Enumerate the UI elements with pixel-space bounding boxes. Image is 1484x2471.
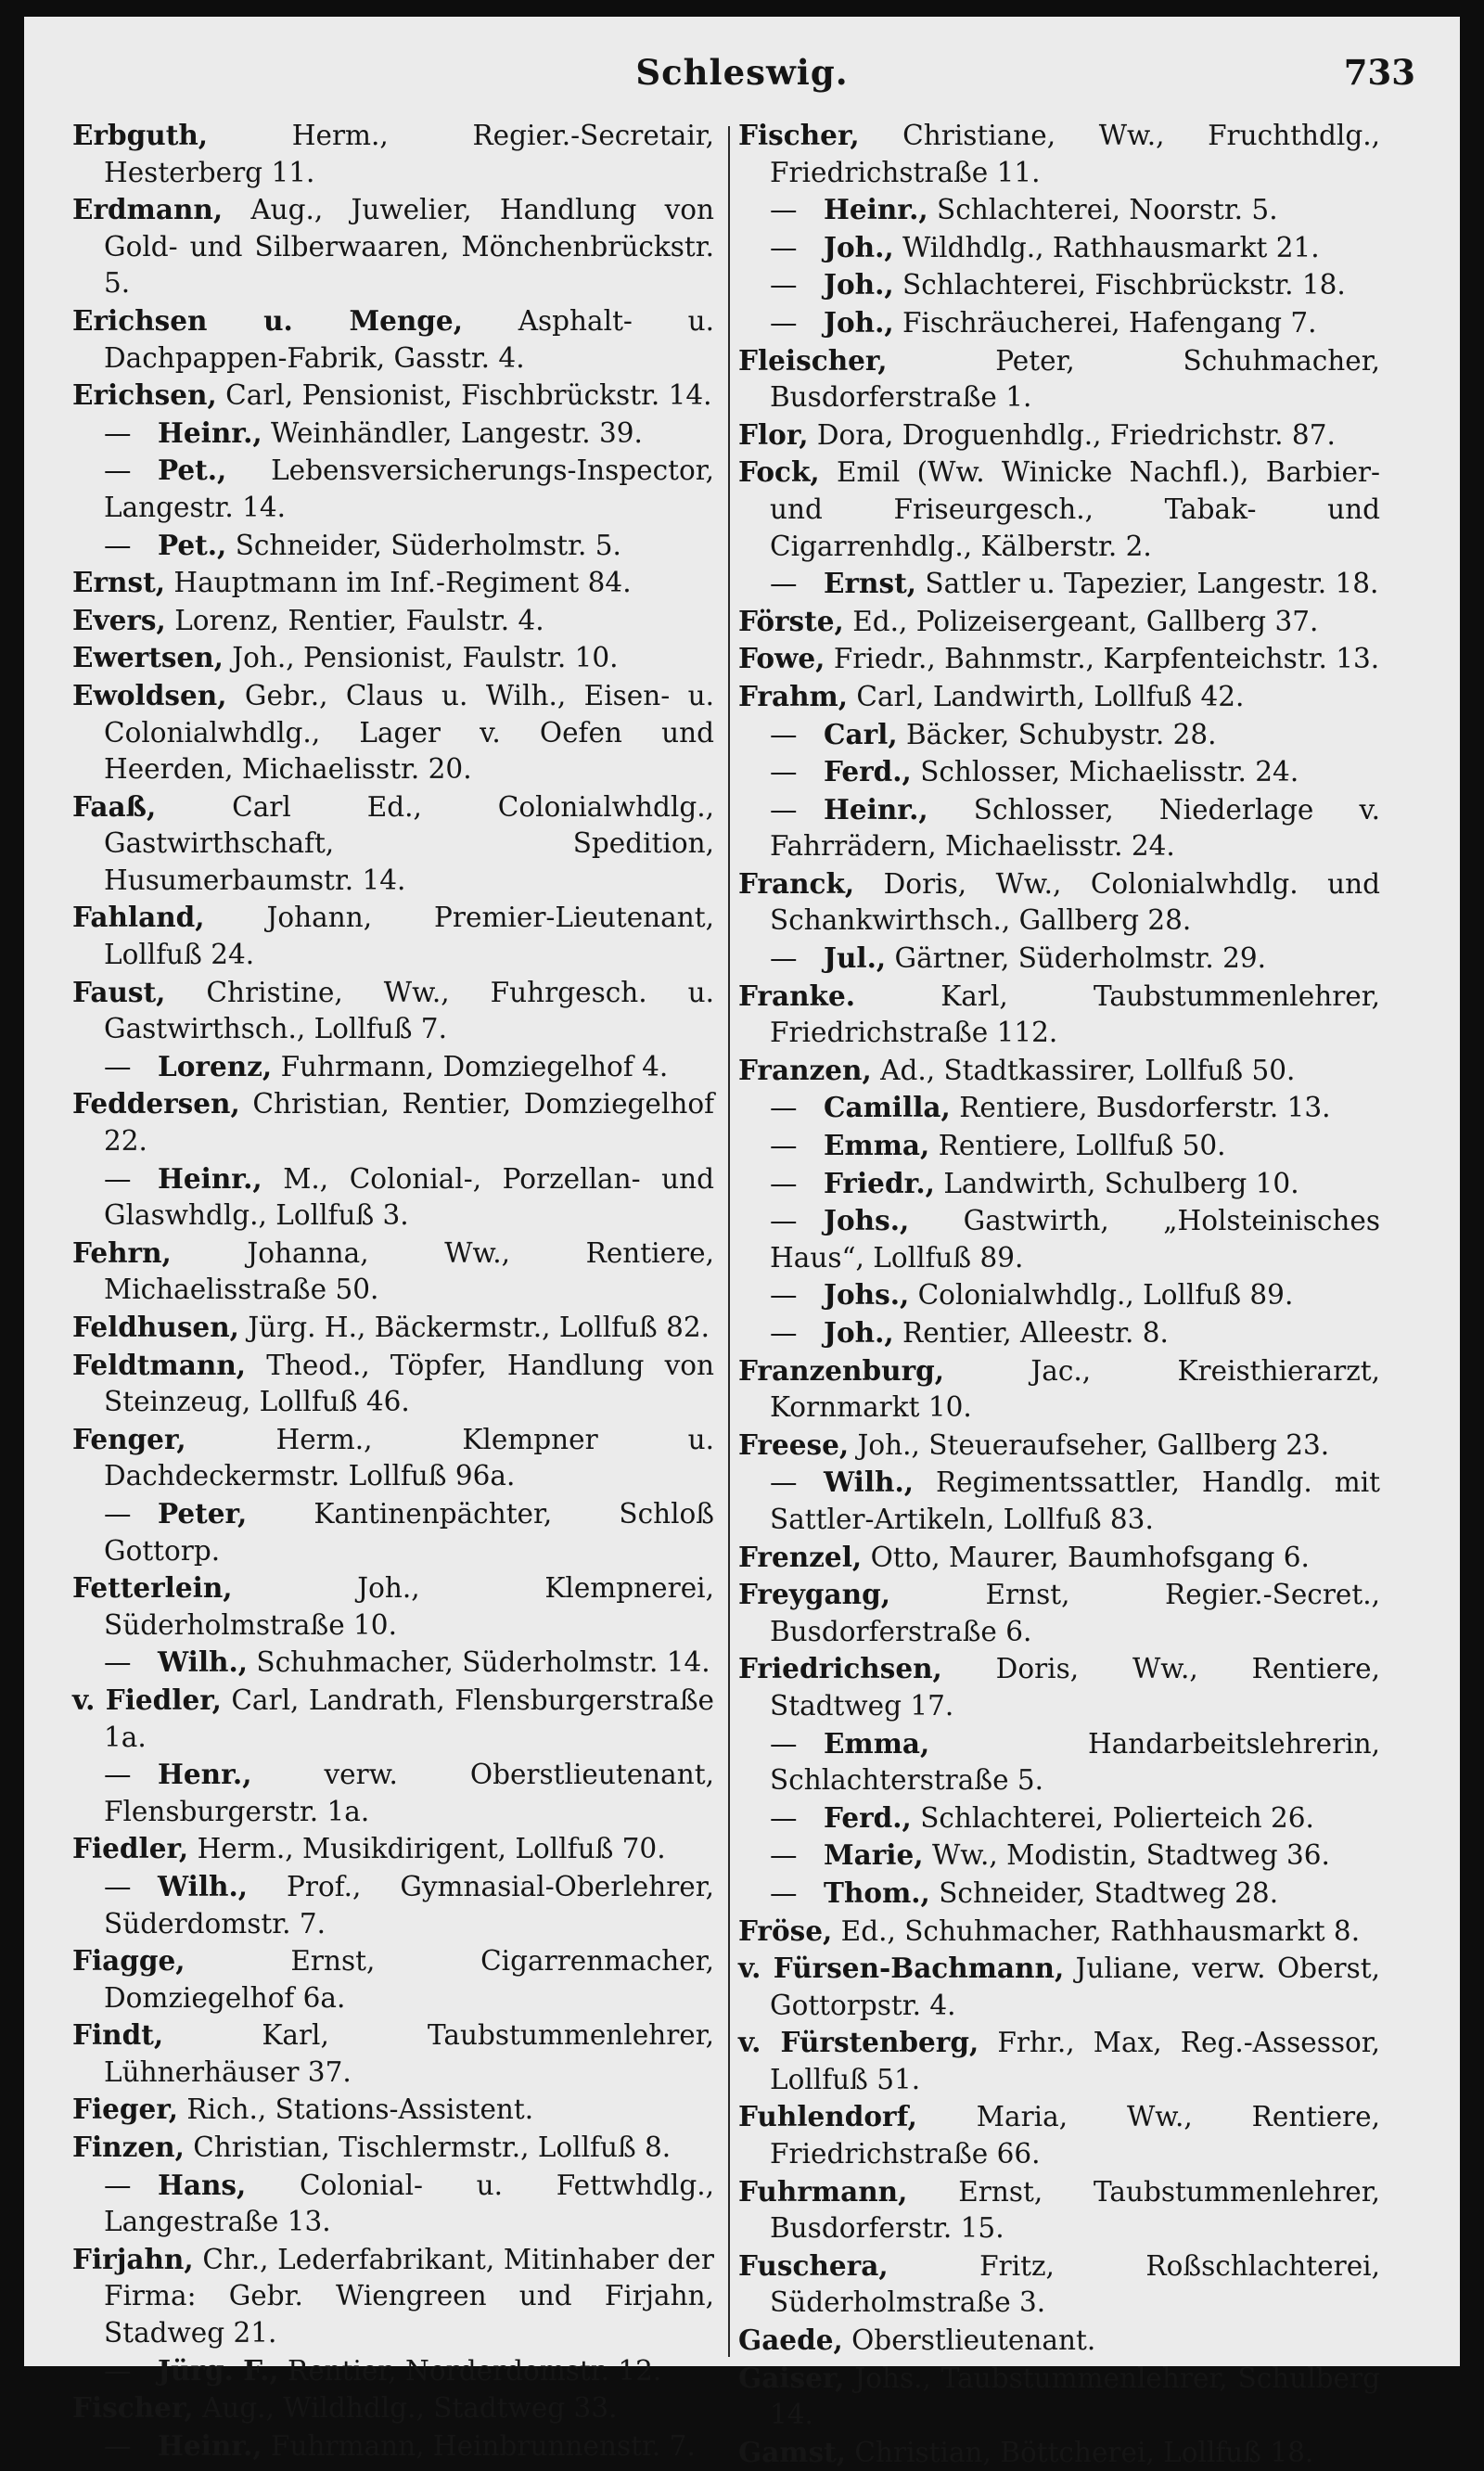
entry-name: Faaß, bbox=[72, 789, 157, 823]
ditto-dash: — bbox=[770, 269, 798, 301]
ditto-dash: — bbox=[770, 1279, 798, 1312]
entry-name: Carl, bbox=[824, 717, 898, 750]
directory-entry bbox=[72, 602, 714, 640]
ditto-dash: — bbox=[104, 1870, 132, 1902]
directory-entry bbox=[738, 1913, 1380, 1951]
ditto-dash: — bbox=[770, 1205, 798, 1237]
entry-details: Hauptmann im Inf.-Regiment 84. bbox=[164, 567, 632, 599]
directory-entry bbox=[72, 1569, 714, 1644]
entry-details: Joh., Klempnerei, Süderholmstraße 10. bbox=[104, 1572, 714, 1641]
directory-entry bbox=[72, 2427, 714, 2465]
entry-name: Ferd., bbox=[824, 755, 912, 788]
running-head bbox=[24, 52, 1460, 108]
directory-entry bbox=[72, 639, 714, 677]
directory-entry bbox=[72, 564, 714, 602]
entry-details: Karl, Taubstummenlehrer, Lühnerhäuser 37. bbox=[104, 2019, 714, 2088]
entry-details: Doris, Ww., Colonialwhdlg. und Schankwirthsch., Gallberg 28. bbox=[770, 867, 1380, 937]
entry-name: Evers, bbox=[72, 603, 166, 636]
entry-details: Chr., Lederfabrikant, Mitinhaber der Firma: Gebr. Wiengreen und Firjahn, Stadweg 21. bbox=[104, 2243, 714, 2349]
entry-details: Herm., Klempner u. Dachdeckermstr. Lollfuß 96a. bbox=[104, 1423, 714, 1492]
directory-entry bbox=[72, 2129, 714, 2167]
directory-entry bbox=[72, 1682, 714, 1756]
ditto-dash: — bbox=[104, 2429, 132, 2462]
entry-details: Fuhrmann, Heinbrunnenstr. 7. bbox=[262, 2429, 696, 2462]
entry-details: Doris, Ww., Rentiere, Stadtweg 17. bbox=[770, 1653, 1380, 1722]
directory-entry bbox=[72, 191, 714, 302]
entry-details: Herm., Musikdirigent, Lollfuß 70. bbox=[188, 1833, 666, 1865]
entry-name: Fock, bbox=[738, 455, 820, 489]
entry-name: Joh., bbox=[824, 305, 894, 339]
directory-entry bbox=[72, 1495, 714, 1569]
ditto-dash: — bbox=[770, 942, 798, 975]
entry-details: Sattler u. Tapezier, Langestr. 18. bbox=[915, 568, 1379, 600]
entry-name: Fischer, bbox=[72, 2391, 194, 2425]
column-divider bbox=[728, 126, 730, 2357]
entry-details: Schneider, Stadtweg 28. bbox=[929, 1876, 1279, 1909]
ditto-dash: — bbox=[770, 194, 798, 226]
entry-name: v. Fürsen-Bachmann, bbox=[738, 1952, 1065, 1985]
entry-details: Christiane, Ww., Fruchthdlg., Friedrichstraße 11. bbox=[770, 120, 1380, 188]
directory-entry bbox=[72, 1644, 714, 1682]
directory-entry bbox=[72, 677, 714, 788]
entry-details: Carl, Landrath, Flensburgerstraße 1a. bbox=[104, 1684, 714, 1753]
directory-entry bbox=[738, 716, 1380, 754]
directory-entry bbox=[738, 229, 1380, 267]
entry-details: Maria, Ww., Rentiere, Friedrichstraße 66. bbox=[770, 2101, 1380, 2170]
directory-entry bbox=[738, 416, 1380, 455]
entry-name: Faust, bbox=[72, 975, 166, 1008]
entry-details: Christian, Rentier, Domziegelhof 22. bbox=[104, 1088, 714, 1158]
directory-entry bbox=[738, 1875, 1380, 1913]
entry-name: Ewoldsen, bbox=[72, 678, 227, 711]
ditto-dash: — bbox=[104, 455, 132, 487]
entry-name: Franzenburg, bbox=[738, 1353, 945, 1387]
directory-entry bbox=[72, 2241, 714, 2352]
entry-name: Feldtmann, bbox=[72, 1348, 247, 1381]
ditto-dash: — bbox=[770, 1466, 798, 1499]
directory-entry bbox=[738, 2322, 1380, 2360]
entry-name: Fuhrmann, bbox=[738, 2174, 908, 2208]
entry-details: Ed., Schuhmacher, Rathhausmarkt 8. bbox=[832, 1914, 1361, 1947]
ditto-dash: — bbox=[770, 231, 798, 263]
entry-name: Fowe, bbox=[738, 642, 825, 675]
entry-details: Ernst, Cigarrenmacher, Domziegelhof 6a. bbox=[104, 1945, 714, 2014]
entry-name: Firjahn, bbox=[72, 2242, 194, 2275]
entry-details: Peter, Schuhmacher, Busdorferstraße 1. bbox=[770, 344, 1380, 414]
entry-name: Fuhlendorf, bbox=[738, 2100, 917, 2133]
entry-name: Gaede, bbox=[738, 2324, 843, 2357]
directory-entry bbox=[738, 342, 1380, 416]
entry-name: Emma, bbox=[824, 1129, 930, 1162]
ditto-dash: — bbox=[770, 1167, 798, 1199]
ditto-dash: — bbox=[104, 1497, 132, 1530]
entry-details: Schlachterei, Fischbrückstr. 18. bbox=[893, 269, 1346, 301]
entry-name: Ernst, bbox=[824, 567, 916, 600]
ditto-dash: — bbox=[770, 1317, 798, 1349]
directory-entry bbox=[72, 1868, 714, 1942]
entry-details: Joh., Pensionist, Faulstr. 10. bbox=[223, 642, 619, 674]
entry-details: Lorenz, Rentier, Faulstr. 4. bbox=[165, 604, 544, 636]
entry-name: Fleischer, bbox=[738, 343, 888, 377]
entry-name: Heinr., bbox=[824, 193, 928, 226]
entry-name: Gaiser, bbox=[738, 2361, 845, 2394]
entry-details: Rentier, Alleestr. 8. bbox=[893, 1317, 1169, 1349]
directory-entry bbox=[738, 1052, 1380, 1090]
directory-entry bbox=[738, 1837, 1380, 1875]
entry-details: Kantinenpächter, Schloß Gottorp. bbox=[104, 1497, 714, 1567]
entry-details: Schneider, Süderholmstr. 5. bbox=[226, 529, 621, 561]
directory-entry bbox=[72, 899, 714, 973]
entry-name: Wilh., bbox=[158, 1869, 249, 1902]
entry-details: Handarbeitslehrerin, Schlachterstraße 5. bbox=[770, 1727, 1380, 1797]
entry-name: v. Fiedler, bbox=[72, 1683, 222, 1716]
entry-name: Fehrn, bbox=[72, 1236, 172, 1269]
entry-details: verw. Oberstlieutenant, Flensburgerstr. 1a. bbox=[104, 1759, 714, 1827]
running-title: Schleswig. bbox=[635, 52, 849, 93]
entry-details: Colonial- u. Fettwhdlg., Langestraße 13. bbox=[104, 2169, 714, 2238]
entry-name: Freese, bbox=[738, 1428, 850, 1461]
entry-details: Oberstlieutenant. bbox=[842, 2324, 1096, 2357]
directory-entry bbox=[738, 2247, 1380, 2322]
entry-name: Wilh., bbox=[158, 1645, 249, 1679]
entry-name: Heinr., bbox=[158, 416, 262, 449]
ditto-dash: — bbox=[104, 2169, 132, 2201]
directory-entry bbox=[738, 1950, 1380, 2024]
entry-name: Joh., bbox=[824, 1316, 894, 1349]
entry-name: Peter, bbox=[158, 1496, 248, 1530]
entry-details: Aug., Wildhdlg., Stadtweg 33. bbox=[193, 2392, 618, 2425]
entry-details: Emil (Ww. Winicke Nachfl.), Barbier- und Friseurgesch., Tabak- und Cigarrenhdlg., Kälberstr. 2. bbox=[770, 456, 1380, 562]
entry-name: Erichsen, bbox=[72, 378, 217, 412]
ditto-dash: — bbox=[104, 1162, 132, 1195]
entry-details: Gastwirth, „Holsteinisches Haus“, Lollfuß 89. bbox=[770, 1205, 1380, 1274]
entry-name: Frenzel, bbox=[738, 1540, 863, 1573]
entry-name: Joh., bbox=[824, 230, 894, 263]
entry-name: Wilh., bbox=[824, 1466, 915, 1499]
entry-details: Ww., Modistin, Stadtweg 36. bbox=[923, 1839, 1330, 1872]
entry-details: Herm., Regier.-Secretair, Hesterberg 11. bbox=[104, 120, 714, 188]
entry-details: Fuhrmann, Domziegelhof 4. bbox=[272, 1050, 669, 1082]
entry-details: Gebr., Claus u. Wilh., Eisen- u. Colonialwhdlg., Lager v. Oefen und Heerden, Michaelisstr. 20. bbox=[104, 679, 714, 786]
directory-entry bbox=[738, 1314, 1380, 1352]
entry-name: Friedrichsen, bbox=[738, 1652, 942, 1685]
entry-name: Fröse, bbox=[738, 1914, 833, 1947]
ditto-dash: — bbox=[770, 1130, 798, 1162]
ditto-dash: — bbox=[770, 1092, 798, 1124]
directory-entry bbox=[738, 304, 1380, 342]
entry-details: Rentier, Norderdomstr. 12. bbox=[278, 2354, 662, 2387]
entry-details: Theod., Töpfer, Handlung von Steinzeug, Lollfuß 46. bbox=[104, 1349, 714, 1418]
entry-name: Heinr., bbox=[824, 792, 928, 826]
directory-entry bbox=[72, 2352, 714, 2390]
directory-entry bbox=[738, 940, 1380, 978]
entry-details: Christian, Böttcherei, Lollfuß 18. bbox=[846, 2436, 1314, 2468]
entry-name: Emma, bbox=[824, 1726, 930, 1760]
directory-entry bbox=[738, 978, 1380, 1052]
directory-entry bbox=[72, 1830, 714, 1868]
entry-details: Schlachterei, Noorstr. 5. bbox=[928, 194, 1278, 226]
directory-entry bbox=[738, 678, 1380, 716]
entry-name: v. Fürstenberg, bbox=[738, 2026, 979, 2059]
entry-details: Joh., Steueraufseher, Gallberg 23. bbox=[849, 1428, 1330, 1461]
directory-entry bbox=[72, 377, 714, 415]
entry-details: Rentiere, Busdorferstr. 13. bbox=[950, 1092, 1331, 1124]
directory-entry bbox=[72, 788, 714, 900]
entry-details: Jac., Kreisthierarzt, Kornmarkt 10. bbox=[770, 1354, 1380, 1424]
entry-name: Förste, bbox=[738, 604, 844, 637]
entry-details: Fritz, Roßschlachterei, Süderholmstraße 3. bbox=[770, 2249, 1380, 2319]
entry-name: Fahland, bbox=[72, 901, 205, 934]
directory-entry bbox=[738, 2360, 1380, 2434]
directory-entry bbox=[738, 1725, 1380, 1799]
directory-entry bbox=[738, 640, 1380, 678]
entry-name: Jul., bbox=[824, 941, 887, 975]
entry-details: Asphalt- u. Dachpappen-Fabrik, Gasstr. 4. bbox=[104, 304, 714, 374]
entry-details: Regimentssattler, Handlg. mit Sattler-Artikeln, Lollfuß 83. bbox=[770, 1466, 1380, 1535]
entry-name: Lorenz, bbox=[158, 1049, 273, 1082]
entry-details: Ed., Polizeisergeant, Gallberg 37. bbox=[843, 605, 1319, 637]
entry-name: Franzen, bbox=[738, 1053, 872, 1086]
entry-name: Freygang, bbox=[738, 1578, 890, 1611]
directory-entry bbox=[738, 117, 1380, 191]
page-number: 733 bbox=[1343, 52, 1415, 93]
entry-name: Erichsen u. Menge, bbox=[72, 303, 463, 337]
directory-entry bbox=[72, 1160, 714, 1235]
directory-entry bbox=[72, 1347, 714, 1421]
directory-entry bbox=[72, 302, 714, 377]
entry-details: Ad., Stadtkassirer, Lollfuß 50. bbox=[871, 1054, 1296, 1086]
entry-name: Feldhusen, bbox=[72, 1311, 239, 1343]
directory-entry bbox=[738, 1352, 1380, 1427]
directory-entry bbox=[72, 415, 714, 453]
directory-entry bbox=[738, 1427, 1380, 1465]
directory-entry bbox=[738, 1202, 1380, 1276]
ditto-dash: — bbox=[770, 793, 798, 826]
entry-details: Prof., Gymnasial-Oberlehrer, Süderdomstr. 7. bbox=[104, 1870, 714, 1940]
ditto-dash: — bbox=[104, 1050, 132, 1082]
ditto-dash: — bbox=[770, 568, 798, 600]
ditto-dash: — bbox=[770, 1876, 798, 1909]
entry-details: Jürg. H., Bäckermstr., Lollfuß 82. bbox=[238, 1312, 710, 1343]
directory-entry bbox=[72, 2389, 714, 2427]
entry-details: Carl Ed., Colonialwhdlg., Gastwirthschaft, Spedition, Husumerbaumstr. 14. bbox=[104, 790, 714, 896]
ditto-dash: — bbox=[770, 306, 798, 339]
left-column bbox=[72, 117, 714, 2465]
entry-name: Heinr., bbox=[158, 2428, 262, 2462]
entry-details: Ernst, Regier.-Secret., Busdorferstraße 6. bbox=[770, 1579, 1380, 1647]
entry-name: Fischer, bbox=[738, 119, 860, 151]
directory-entry bbox=[738, 791, 1380, 865]
directory-entry bbox=[72, 452, 714, 526]
directory-entry bbox=[72, 974, 714, 1048]
directory-entry bbox=[738, 454, 1380, 565]
entry-name: Fiedler, bbox=[72, 1832, 189, 1865]
entry-details: Colonialwhdlg., Lollfuß 89. bbox=[909, 1279, 1294, 1312]
entry-details: Gärtner, Süderholmstr. 29. bbox=[886, 942, 1267, 975]
entry-name: Joh., bbox=[824, 268, 894, 301]
directory-entry bbox=[738, 1539, 1380, 1577]
entry-details: Bäcker, Schubystr. 28. bbox=[897, 718, 1217, 750]
directory-entry bbox=[72, 2167, 714, 2241]
entry-name: Ernst, bbox=[72, 566, 165, 599]
entry-name: Frahm, bbox=[738, 679, 849, 712]
directory-entry bbox=[738, 1127, 1380, 1165]
entry-details: Johs., Taubstummenlehrer, Schulberg 14. bbox=[770, 2362, 1380, 2431]
entry-details: M., Colonial-, Porzellan- und Glaswhdlg., Lollfuß 3. bbox=[104, 1162, 714, 1232]
entry-name: Fiagge, bbox=[72, 1944, 186, 1978]
directory-entry bbox=[738, 1650, 1380, 1724]
ditto-dash: — bbox=[104, 2354, 132, 2387]
entry-name: Findt, bbox=[72, 2018, 164, 2052]
directory-entry bbox=[72, 2091, 714, 2129]
directory-entry bbox=[738, 2173, 1380, 2247]
entry-name: Fuschera, bbox=[738, 2248, 889, 2282]
directory-entry bbox=[738, 1276, 1380, 1314]
entry-details: Johann, Premier-Lieutenant, Lollfuß 24. bbox=[104, 902, 714, 971]
entry-name: Fenger, bbox=[72, 1422, 186, 1455]
directory-entry bbox=[72, 1085, 714, 1159]
entry-name: Fetterlein, bbox=[72, 1571, 233, 1605]
directory-entry bbox=[738, 266, 1380, 304]
directory-entry bbox=[738, 1165, 1380, 1203]
ditto-dash: — bbox=[104, 1646, 132, 1679]
directory-entry bbox=[738, 865, 1380, 940]
directory-entry bbox=[72, 1235, 714, 1309]
entry-details: Rentiere, Lollfuß 50. bbox=[929, 1130, 1226, 1162]
directory-entry bbox=[738, 2098, 1380, 2172]
entry-details: Schlosser, Michaelisstr. 24. bbox=[911, 756, 1299, 788]
entry-name: Pet., bbox=[158, 454, 227, 487]
directory-entry bbox=[738, 2024, 1380, 2098]
directory-entry bbox=[72, 527, 714, 565]
entry-name: Jürg. F., bbox=[158, 2353, 279, 2387]
ditto-dash: — bbox=[104, 529, 132, 561]
entry-name: Henr., bbox=[158, 1758, 252, 1791]
entry-name: Heinr., bbox=[158, 1161, 262, 1195]
directory-entry bbox=[72, 1942, 714, 2016]
entry-details: Rich., Stations-Assistent. bbox=[177, 2093, 534, 2126]
entry-details: Dora, Droguenhdlg., Friedrichstr. 87. bbox=[808, 418, 1336, 451]
entry-details: Schuhmacher, Süderholmstr. 14. bbox=[248, 1646, 710, 1679]
entry-details: Frhr., Max, Reg.-Assessor, Lollfuß 51. bbox=[770, 2027, 1380, 2095]
directory-entry bbox=[738, 753, 1380, 791]
entry-name: Johs., bbox=[824, 1204, 910, 1237]
directory-entry bbox=[738, 1576, 1380, 1650]
entry-details: Ernst, Taubstummenlehrer, Busdorferstr. 15. bbox=[770, 2175, 1380, 2245]
entry-details: Friedr., Bahnmstr., Karpfenteichstr. 13. bbox=[825, 643, 1380, 675]
entry-name: Erdmann, bbox=[72, 193, 224, 226]
ditto-dash: — bbox=[770, 718, 798, 750]
entry-name: Franck, bbox=[738, 866, 855, 900]
entry-name: Ferd., bbox=[824, 1800, 912, 1834]
ditto-dash: — bbox=[770, 756, 798, 788]
directory-entry bbox=[738, 565, 1380, 603]
entry-name: Gamst, bbox=[738, 2435, 847, 2468]
entry-details: Juliane, verw. Oberst, Gottorpstr. 4. bbox=[770, 1952, 1380, 2021]
entry-name: Finzen, bbox=[72, 2131, 185, 2164]
entry-name: Fieger, bbox=[72, 2093, 178, 2126]
entry-name: Thom., bbox=[824, 1876, 930, 1909]
directory-entry bbox=[72, 1756, 714, 1830]
directory-entry bbox=[738, 191, 1380, 229]
entry-details: Otto, Maurer, Baumhofsgang 6. bbox=[862, 1541, 1310, 1573]
entry-details: Christine, Ww., Fuhrgesch. u. Gastwirthsch., Lollfuß 7. bbox=[104, 976, 714, 1045]
ditto-dash: — bbox=[770, 1839, 798, 1872]
entry-name: Camilla, bbox=[824, 1091, 951, 1124]
right-column bbox=[738, 117, 1380, 2471]
entry-details: Landwirth, Schulberg 10. bbox=[934, 1167, 1299, 1199]
entry-name: Hans, bbox=[158, 2168, 247, 2201]
entry-name: Erbguth, bbox=[72, 119, 209, 151]
directory-entry bbox=[738, 603, 1380, 641]
entry-details: Carl, Pensionist, Fischbrückstr. 14. bbox=[216, 379, 712, 412]
entry-details: Karl, Taubstummenlehrer, Friedrichstraße 112. bbox=[770, 979, 1380, 1049]
ditto-dash: — bbox=[770, 1727, 798, 1760]
directory-entry bbox=[72, 117, 714, 191]
entry-details: Wildhdlg., Rathhausmarkt 21. bbox=[893, 231, 1320, 263]
entry-details: Lebensversicherungs-Inspector, Langestr. 14. bbox=[104, 455, 714, 523]
directory-entry bbox=[72, 1048, 714, 1086]
entry-details: Carl, Landwirth, Lollfuß 42. bbox=[848, 680, 1245, 712]
directory-entry bbox=[738, 1799, 1380, 1837]
ditto-dash: — bbox=[770, 1801, 798, 1834]
directory-entry bbox=[738, 2434, 1380, 2471]
directory-entry bbox=[738, 1464, 1380, 1538]
entry-details: Schlachterei, Polierteich 26. bbox=[911, 1801, 1314, 1834]
entry-name: Franke. bbox=[738, 979, 856, 1012]
directory-entry bbox=[72, 1421, 714, 1495]
entry-details: Schlosser, Niederlage v. Fahrrädern, Michaelisstr. 24. bbox=[770, 793, 1380, 863]
entry-name: Marie, bbox=[824, 1838, 924, 1872]
entry-details: Christian, Tischlermstr., Lollfuß 8. bbox=[184, 2132, 672, 2164]
entry-details: Aug., Juwelier, Handlung von Gold- und Silberwaaren, Mönchenbrückstr. 5. bbox=[104, 194, 714, 300]
ditto-dash: — bbox=[104, 1759, 132, 1791]
directory-entry bbox=[72, 1309, 714, 1347]
directory-page bbox=[24, 17, 1460, 2468]
entry-name: Pet., bbox=[158, 528, 227, 561]
entry-name: Friedr., bbox=[824, 1166, 935, 1199]
entry-name: Ewertsen, bbox=[72, 641, 224, 674]
entry-details: Fischräucherei, Hafengang 7. bbox=[893, 306, 1317, 339]
directory-entry bbox=[72, 2016, 714, 2091]
entry-details: Weinhändler, Langestr. 39. bbox=[262, 416, 643, 449]
directory-entry bbox=[738, 1089, 1380, 1127]
ditto-dash: — bbox=[104, 416, 132, 449]
entry-name: Feddersen, bbox=[72, 1087, 240, 1120]
entry-name: Johs., bbox=[824, 1278, 910, 1312]
entry-details: Johanna, Ww., Rentiere, Michaelisstraße 50. bbox=[104, 1236, 714, 1306]
entry-name: Flor, bbox=[738, 417, 809, 451]
